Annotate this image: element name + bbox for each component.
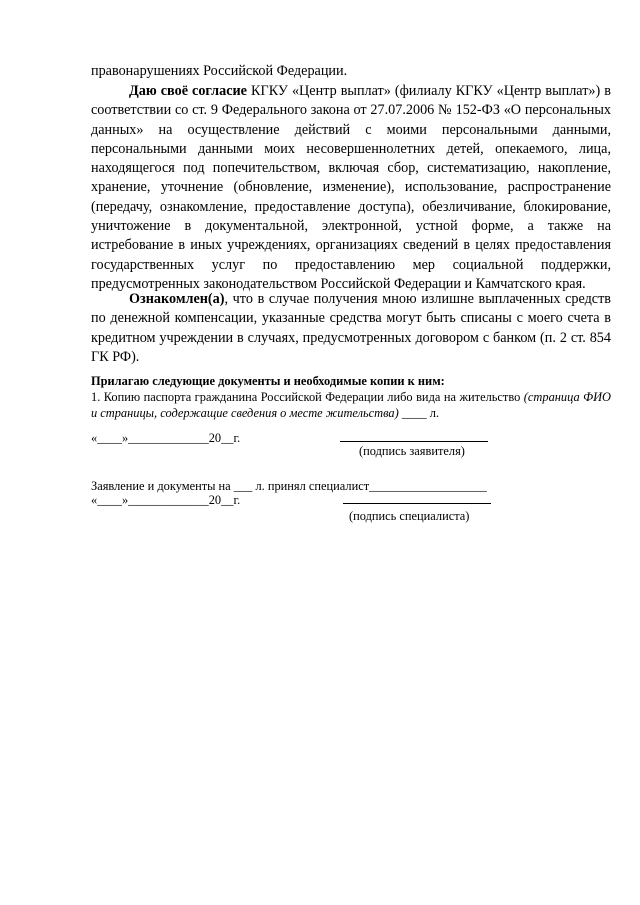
attachment-item-text: 1. Копию паспорта гражданина Российской Федерации либо вида на жительство bbox=[91, 390, 524, 404]
paragraph-acquainted bbox=[91, 290, 611, 367]
paragraph-top-line bbox=[91, 62, 611, 81]
text-offenses: правонарушениях Российской Федерации. bbox=[91, 63, 348, 79]
signature-caption-specialist: (подпись специалиста) bbox=[349, 509, 470, 523]
date-field-applicant: «____»_____________20__г. bbox=[91, 431, 241, 445]
consent-text: КГКУ «Центр выплат» (филиалу КГКУ «Центр выплат») в соответствии со ст. 9 Федерального закона от 27.07.2006 № 152-ФЗ «О персональных данных» на осуществление действий с моими персональными данными, персональными данными моих несовершеннолетних детей, опекаемого, лица, находящегося под попечительством, включая сбор, систематизацию, накопление, хранение, уточнение (обновление, изменение), использование, распространение (передачу, ознакомление, предоставление доступа), обезличивание, блокирование, уничтожение в документальной, электронной, устной форме, а также на истребование в иных учреждениях, организациях сведений в целях предоставления государственных услуг по предоставлению мер социальной поддержки, предусмотренных законодательством Российской Федерации и Камчатского края. bbox=[91, 83, 611, 292]
attachments-heading: Прилагаю следующие документы и необходимые копии к ним: bbox=[91, 374, 445, 388]
attachment-item-italic: (страница ФИО и страницы, содержащие сведения о месте жительства) bbox=[91, 390, 611, 420]
signature-line-specialist bbox=[343, 494, 491, 504]
acquainted-bold: Ознакомлен(а) bbox=[129, 291, 225, 307]
acquainted-text: , что в случае получения мною излишне выплаченных средств по денежной компенсации, указанные средства могут быть списаны с моего счета в кредитном учреждении в случаях, предусмотренных договором с банком (п. 2 ст. 854 ГК РФ). bbox=[91, 291, 611, 365]
date-field-specialist: «____»_____________20__г. bbox=[91, 493, 241, 507]
received-by-line: Заявление и документы на ___ л. принял специалист___________________ bbox=[91, 479, 487, 493]
signature-line-applicant bbox=[340, 432, 488, 442]
consent-bold: Даю своё согласие bbox=[129, 83, 247, 99]
attachment-item-pages: ____ л. bbox=[398, 406, 439, 420]
paragraph-consent bbox=[91, 82, 611, 294]
signature-caption-applicant: (подпись заявителя) bbox=[359, 444, 465, 458]
attachments-block bbox=[91, 373, 611, 421]
